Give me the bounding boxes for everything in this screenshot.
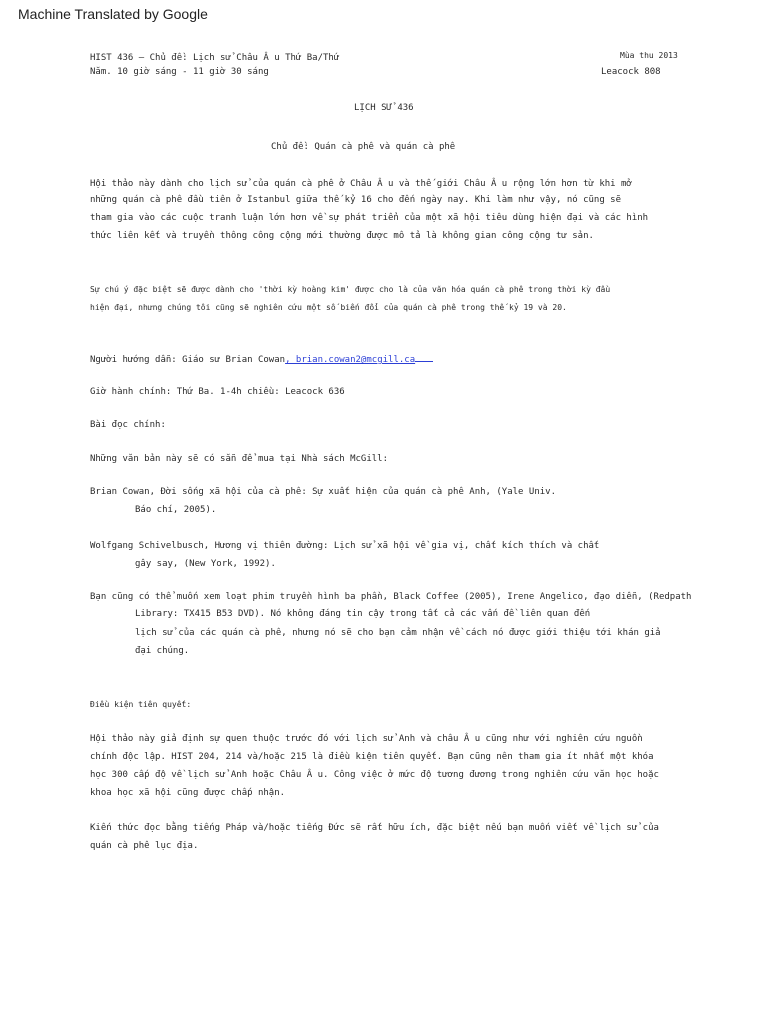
prereq-line: Hội thảo này giả định sự quen thuộc trước đó với lịch sử Anh và châu Â u cũng như với nghiên cứu nguồn xyxy=(90,734,643,744)
intro-line: những quán cà phê đầu tiên ở Istanbul giữa thế kỷ 16 cho đến ngày nay. Khi làm như vậy, nó cũng sẽ xyxy=(90,195,622,205)
instructor-line xyxy=(90,352,433,366)
office-hours: Giờ hành chính: Thứ Ba. 1-4h chiều: Leacock 636 xyxy=(90,387,345,397)
instructor-label: Người hướng dẫn: Giáo sư Brian Cowan xyxy=(90,355,286,365)
focus-line: Sự chú ý đặc biệt sẽ được dành cho 'thời kỳ hoàng kim' được cho là của văn hóa quán cà phê trong thời kỳ đầu xyxy=(90,285,611,294)
email-underline xyxy=(415,352,433,362)
film-line-indent: lịch sử của các quán cà phê, nhưng nó sẽ cho bạn cảm nhận về cách nó được giới thiệu tới khán giả xyxy=(135,628,661,638)
readings-heading: Bài đọc chính: xyxy=(90,420,166,430)
room: Leacock 808 xyxy=(601,67,661,77)
language-line: quán cà phê lục địa. xyxy=(90,841,199,851)
film-line-indent: đại chúng. xyxy=(135,646,190,656)
film-line-indent: Library: TX415 B53 DVD). Nó không đáng tin cậy trong tất cả các vấn đề liên quan đến xyxy=(135,609,591,619)
focus-line: hiện đại, nhưng chúng tôi cũng sẽ nghiên cứu một số biến đổi của quán cà phê trong thế kỷ 19 và 20. xyxy=(90,303,567,312)
book-line: Wolfgang Schivelbusch, Hương vị thiên đường: Lịch sử xã hội về gia vị, chất kích thích và chất xyxy=(90,541,600,551)
machine-translation-banner: Machine Translated by Google xyxy=(18,6,208,22)
instructor-email-link[interactable]: , brian.cowan2@mcgill.ca xyxy=(285,355,416,365)
term: Mùa thu 2013 xyxy=(620,51,678,60)
intro-line: thức liên kết và truyền thông công cộng mới thường được mô tả là không gian công cộng tư sản. xyxy=(90,231,594,241)
book-line-indent: Báo chí, 2005). xyxy=(135,505,217,515)
prereq-heading: Điều kiện tiên quyết: xyxy=(90,700,192,709)
prereq-line: chính độc lập. HIST 204, 214 và/hoặc 215 là điều kiện tiên quyết. Bạn cũng nên tham gia ít nhất một khóa xyxy=(90,752,654,762)
language-line: Kiến thức đọc bằng tiếng Pháp và/hoặc tiếng Đức sẽ rất hữu ích, đặc biệt nếu bạn muốn viết về lịch sử của xyxy=(90,823,659,833)
prereq-line: học 300 cấp độ về lịch sử Anh hoặc Châu Â u. Công việc ở mức độ tương đương trong nghiên cứu văn học hoặc xyxy=(90,770,659,780)
page-subtitle: Chủ đề: Quán cà phê và quán cà phê xyxy=(271,142,456,152)
book-line: Brian Cowan, Đời sống xã hội của cà phê: Sự xuất hiện của quán cà phê Anh, (Yale Univ. xyxy=(90,487,556,497)
course-line-2: Năm. 10 giờ sáng - 11 giờ 30 sáng xyxy=(90,67,269,77)
intro-line: tham gia vào các cuộc tranh luận lớn hơn về sự phát triển của một xã hội tiêu dùng hiện đại và các hình xyxy=(90,213,649,223)
book-line-indent: gây say, (New York, 1992). xyxy=(135,559,276,569)
film-line: Bạn cũng có thể muốn xem loạt phim truyền hình ba phần, Black Coffee (2005), Irene Angelico, đạo diễn, (Redpath xyxy=(90,592,692,602)
availability-note: Những văn bản này sẽ có sẵn để mua tại Nhà sách McGill: xyxy=(90,454,389,464)
course-line-1: HIST 436 – Chủ đề: Lịch sử Châu Â u Thứ Ba/Thứ xyxy=(90,53,340,63)
page-title: LỊCH SỬ 436 xyxy=(354,103,414,113)
intro-line: Hội thảo này dành cho lịch sử của quán cà phê ở Châu Â u và thế giới Châu Â u rộng lớn hơn từ khi mở xyxy=(90,179,632,189)
prereq-line: khoa học xã hội cũng được chấp nhận. xyxy=(90,788,286,798)
